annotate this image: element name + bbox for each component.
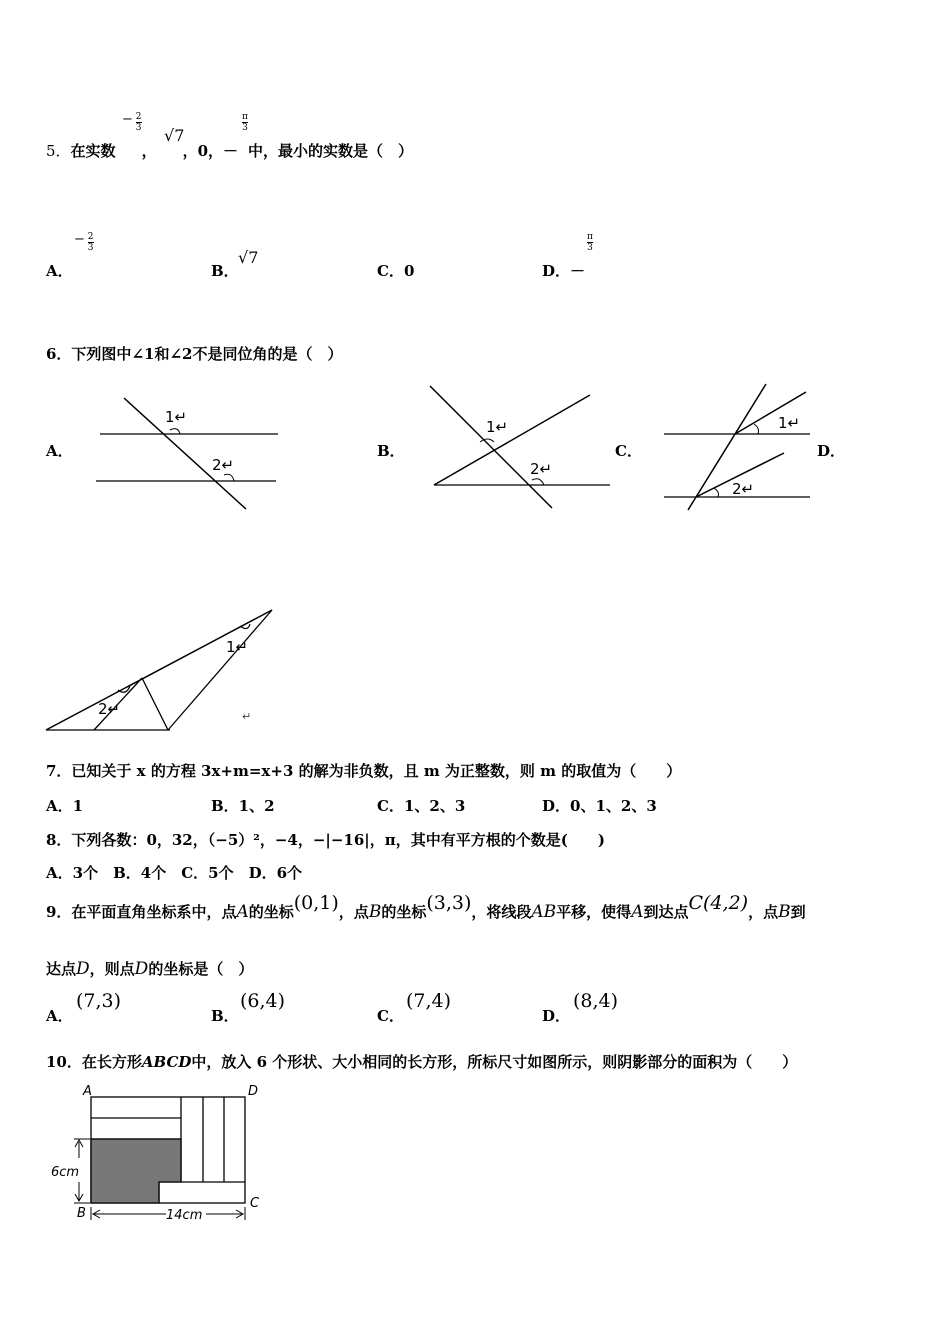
q6-d-angle1: 1↵: [226, 638, 249, 656]
q10-label-c: C: [250, 1196, 260, 1211]
q9-coord-c: C(4,2): [688, 892, 749, 914]
q5-option-c-label: C．: [377, 262, 404, 280]
q10-abcd: ABCD: [141, 1053, 192, 1071]
q5-pre: 在实数: [70, 142, 116, 160]
q7-option-a[interactable]: A．1: [46, 797, 84, 815]
q10-label-a: A: [83, 1084, 92, 1099]
q9-option-a-value: (7,3): [76, 990, 122, 1012]
q9-point-d: D: [76, 959, 90, 979]
q6-stem: 6．下列图中∠1和∠2不是同位角的是（ ）: [46, 345, 343, 363]
q5-neg-frac-top: 2: [135, 112, 142, 122]
q9-l1c: ，点: [338, 903, 369, 921]
q5-neg-fraction: − $\frac{2}{3}$: [122, 112, 142, 133]
q6-b-angle2: 2↵: [530, 460, 553, 478]
q9-l2a: 达点: [46, 960, 77, 978]
q5-stem: [46, 140, 413, 161]
q9-option-b[interactable]: B．: [211, 1007, 239, 1025]
q6-option-d[interactable]: D．: [817, 442, 846, 460]
q10-label-b: B: [77, 1206, 86, 1221]
q5-pi-fraction: [242, 112, 248, 133]
q7-option-b[interactable]: B．1、2: [211, 797, 275, 815]
q9-point-d-2: D: [134, 959, 149, 979]
q6-figure-b: [420, 380, 620, 520]
q9-l1b: 的坐标: [248, 903, 294, 921]
q9-segment-ab: AB: [531, 902, 557, 922]
q9-option-a[interactable]: A．: [46, 1007, 73, 1025]
q6-figure-c: [660, 380, 820, 520]
q9-option-b-value: (6,4): [240, 990, 286, 1012]
q10-label-14cm: 14cm: [166, 1208, 203, 1223]
q6-option-b[interactable]: B．: [377, 442, 405, 460]
q6-b-angle1: 1↵: [486, 418, 509, 436]
q5-option-a-value: − $\frac{2}{3}$: [74, 232, 94, 253]
q10-text-b: 中，放入 6 个形状、大小相同的长方形，所标尺寸如图所示，则阴影部分的面积为（ ）: [191, 1053, 798, 1071]
q9-l1a: 9．在平面直角坐标系中，点: [46, 903, 237, 921]
q9-l1e: ，将线段: [471, 903, 532, 921]
q6-option-a[interactable]: A．: [46, 442, 73, 460]
q9-option-c[interactable]: C．: [377, 1007, 404, 1025]
q5-option-d-pi-fraction: [587, 232, 593, 253]
q5-option-b[interactable]: B．: [211, 262, 239, 280]
q5-option-d-label: D．: [542, 262, 571, 280]
q7-option-d[interactable]: D．0、1、2、3: [542, 797, 657, 815]
q10-text-a: 10．在长方形: [46, 1053, 142, 1071]
q9-point-b-2: B: [778, 902, 791, 922]
q5-option-b-value: √7: [238, 248, 259, 267]
q6-c-angle2: 2↵: [732, 480, 755, 498]
q9-point-a: A: [236, 902, 249, 922]
q9-point-a-2: A: [631, 902, 644, 922]
q9-point-b: B: [368, 902, 382, 922]
q9-l1d: 的坐标: [381, 903, 427, 921]
q6-figure-a: [90, 388, 290, 528]
q5-post: 中，最小的实数是（ ）: [248, 142, 414, 160]
q9-l1h: ，点: [748, 903, 779, 921]
q5-option-c[interactable]: [377, 260, 414, 281]
q5-comma: ，: [141, 142, 157, 160]
q5-mid: ，0，: [182, 142, 224, 160]
q5-pi-bot: 3: [242, 123, 248, 133]
q6-c-angle1: 1↵: [778, 414, 801, 432]
q9-l1i: 到: [790, 903, 806, 921]
q7-option-c[interactable]: C．1、2、3: [377, 797, 466, 815]
q6-option-c[interactable]: C．: [615, 442, 642, 460]
q6-figure-d: [44, 606, 284, 736]
q5-d-pi-bot: 3: [587, 243, 593, 253]
q6-d-return-mark: ↵: [242, 710, 252, 723]
q9-option-d-value: (8,4): [573, 990, 619, 1012]
q9-l2b: ，则点: [89, 960, 135, 978]
q9-line2: [46, 958, 253, 979]
q10-label-6cm: 6cm: [51, 1165, 80, 1180]
q5-sqrt7: √7: [164, 126, 185, 145]
q10-figure: [46, 1080, 276, 1230]
q8-stem: 8．下列各数：0，32，（−5）²，−4，−|−16|，π，其中有平方根的个数是( ): [46, 831, 605, 849]
q5-pi-top: π: [242, 112, 248, 122]
q5-option-a[interactable]: A．: [46, 262, 73, 280]
q5-option-d-minus: －: [570, 262, 586, 280]
q10-label-d: D: [248, 1084, 259, 1099]
q5-option-d[interactable]: [542, 260, 585, 281]
q8-options[interactable]: A．3个 B．4个 C．5个 D．6个: [46, 864, 303, 882]
q9-l2c: 的坐标是（ ）: [148, 960, 254, 978]
q9-coord-a: (0,1): [293, 892, 339, 914]
q6-a-angle1: 1↵: [165, 408, 188, 426]
q5-a-frac-top: 2: [87, 232, 94, 242]
q9-option-d[interactable]: D．: [542, 1007, 571, 1025]
q5-d-pi-top: π: [587, 232, 593, 242]
q9-coord-b: (3,3): [426, 892, 472, 914]
q6-d-angle2: 2↵: [98, 700, 121, 718]
q5-num: 5．: [46, 142, 71, 160]
q9-l1g: 到达点: [643, 903, 689, 921]
q10-stem: [46, 1051, 797, 1072]
q7-stem: 7．已知关于 x 的方程 3x+m=x+3 的解为非负数，且 m 为正整数，则 m 的取值为（ ）: [46, 762, 682, 780]
q5-minus: －: [223, 142, 239, 160]
q6-a-angle2: 2↵: [212, 456, 235, 474]
q5-neg-frac-bot: 3: [135, 123, 142, 133]
q5-a-frac-bot: 3: [87, 243, 94, 253]
q9-line1: [46, 892, 806, 922]
q9-l1f: 平移，使得: [556, 903, 632, 921]
q5-option-c-value: 0: [403, 262, 415, 280]
q9-option-c-value: (7,4): [406, 990, 452, 1012]
